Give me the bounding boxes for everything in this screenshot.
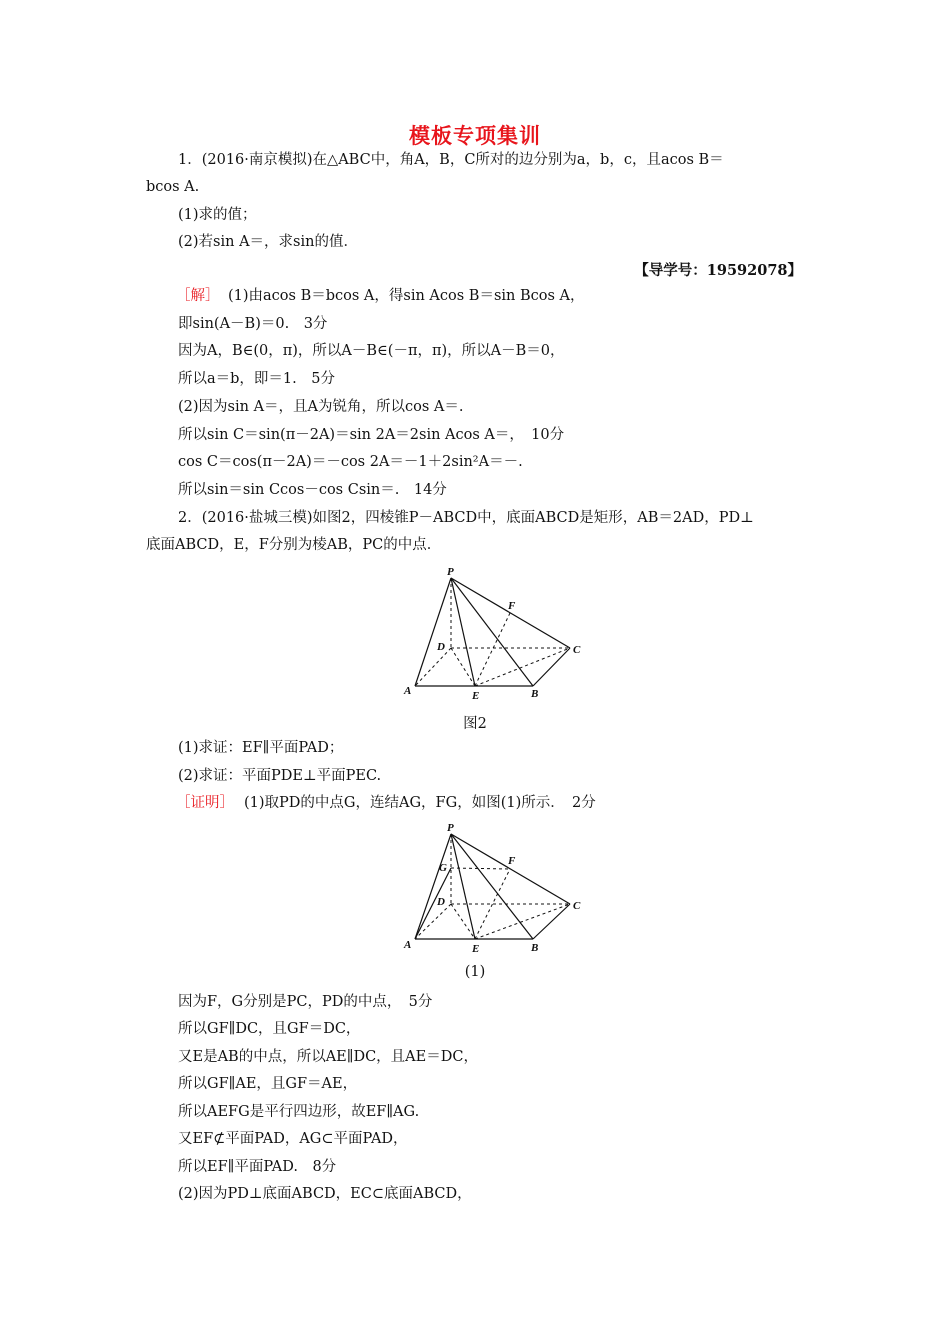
label-a: A (404, 685, 412, 697)
solution-line: cos C＝cos(π－2A)＝－cos 2A＝－1＋2sin²A＝－. (178, 454, 523, 470)
proof-line: (1)取PD的中点G，连结AG，FG，如图(1)所示． 2分 (244, 795, 596, 811)
figure-caption: (1) (464, 964, 486, 980)
label-d: D (437, 896, 445, 908)
label-f: F (508, 855, 516, 867)
pyramid-figure (395, 562, 595, 707)
proof-line: 又EF⊄平面PAD，AG⊂平面PAD， (178, 1131, 408, 1147)
label-e: E (472, 943, 480, 955)
proof-line: 所以AEFG是平行四边形，故EF∥AG. (178, 1104, 420, 1120)
figure-caption: 图2 (463, 716, 487, 732)
label-f: F (508, 600, 516, 612)
label-g: G (439, 862, 447, 874)
page-title: 模板专项集训 (409, 124, 541, 148)
solution-line: (2)因为sin A＝，且A为锐角，所以cos A＝. (178, 399, 464, 415)
proof-line: 所以EF∥平面PAD. 8分 (178, 1159, 337, 1175)
solution-line: 所以sin＝sin Ccos－cos Csin＝. 14分 (178, 482, 447, 498)
problem1-question2: (2)若sin A＝，求sin的值． (178, 234, 358, 250)
solution-line: 所以a＝b，即＝1. 5分 (178, 371, 335, 387)
proof-line: 因为F，G分别是PC，PD的中点， 5分 (178, 994, 433, 1010)
question-line: (2)求证：平面PDE⊥平面PEC. (178, 768, 382, 784)
label-c: C (573, 900, 581, 912)
proof-tag: ［证明］ (176, 795, 234, 811)
problem2-line2: 底面ABCD，E，F分别为棱AB，PC的中点． (146, 537, 442, 553)
solution-line: (1)由acos B＝bcos A，得sin Acos B＝sin Bcos A， (228, 288, 585, 304)
label-p: P (447, 822, 454, 834)
problem1-line2: bcos A. (146, 179, 200, 195)
label-p: P (447, 566, 454, 578)
question-line: (1)求证：EF∥平面PAD； (178, 740, 344, 756)
solution-line: 所以sin C＝sin(π－2A)＝sin 2A＝2sin Acos A＝， 10分 (178, 427, 565, 443)
guide-number: 【导学号：19592078】 (634, 262, 802, 279)
label-c: C (573, 644, 581, 656)
label-b: B (531, 942, 539, 954)
problem1-line1: 1．(2016·南京模拟)在△ABC中，角A，B，C所对的边分别为a，b，c，且acos B＝ (178, 152, 724, 168)
label-e: E (472, 690, 480, 702)
solution-line: 即sin(A－B)＝0. 3分 (178, 316, 328, 332)
proof-line: 又E是AB的中点，所以AE∥DC，且AE＝DC， (178, 1049, 478, 1065)
proof-line: 所以GF∥DC，且GF＝DC， (178, 1021, 361, 1037)
pyramid-figure-with-g (395, 818, 595, 960)
label-b: B (531, 688, 539, 700)
proof-line: (2)因为PD⊥底面ABCD，EC⊂底面ABCD， (178, 1186, 472, 1202)
problem1-question1: (1)求的值； (178, 207, 257, 223)
problem2-line1: 2．(2016·盐城三模)如图2，四棱锥P－ABCD中，底面ABCD是矩形，AB＝2AD，PD⊥ (178, 510, 754, 526)
label-d: D (437, 641, 445, 653)
solution-tag: ［解］ (176, 288, 220, 304)
solution-line: 因为A，B∈(0，π)，所以A－B∈(－π，π)，所以A－B＝0， (178, 343, 565, 359)
proof-line: 所以GF∥AE，且GF＝AE， (178, 1076, 358, 1092)
label-a: A (404, 939, 412, 951)
